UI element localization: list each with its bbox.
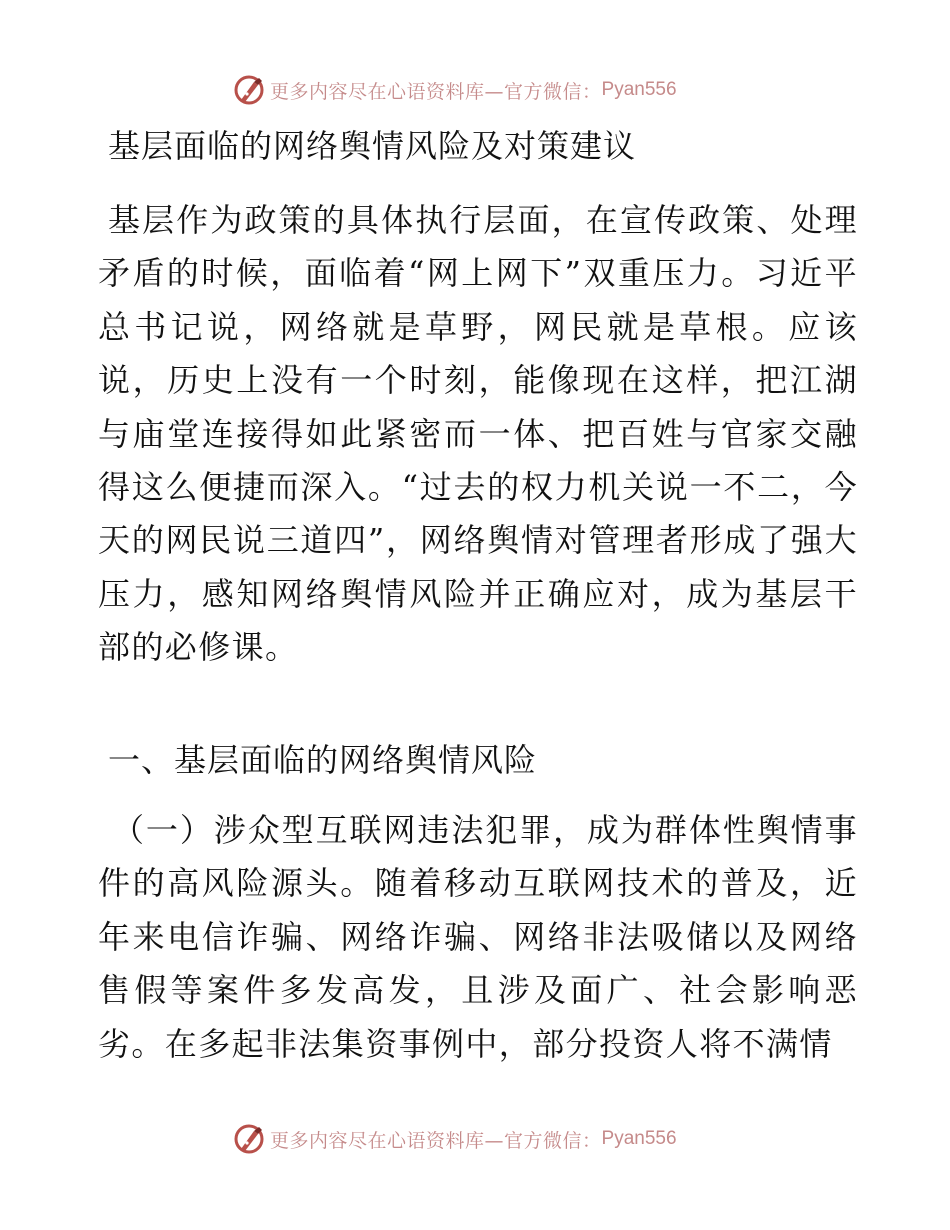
watermark-banner-top	[232, 72, 752, 108]
watermark-banner-bottom	[232, 1121, 752, 1157]
section-heading: 一、基层面临的网络舆情风险	[108, 741, 538, 779]
watermark-text: 更多内容尽在心语资料库—官方微信：	[270, 1129, 602, 1152]
pen-nib-circle-icon	[232, 73, 266, 107]
body-paragraph-section-1: （一）涉众型互联网违法犯罪，成为群体性舆情事件的高风险源头。随着移动互联网技术的普及，近年来电信诈骗、网络诈骗、网络非法吸储以及网络售假等案件多发高发，且涉及面广、社会影响恶劣。在多起非法集资事例中，部分投资人将不满情	[98, 811, 858, 1063]
watermark-wechat-id: Pyan556	[601, 79, 677, 100]
watermark-text: 更多内容尽在心语资料库—官方微信：	[270, 80, 602, 103]
body-paragraph-intro: 基层作为政策的具体执行层面，在宣传政策、处理矛盾的时候，面临着“网上网下”双重压力。习近平总书记说，网络就是草野，网民就是草根。应该说，历史上没有一个时刻，能像现在这样，把江湖与庙堂连接得如此紧密而一体、把百姓与官家交融得这么便捷而深入。“过去的权力机关说一不二，今天的网民说三道四”，网络舆情对管理者形成了强大压力，感知网络舆情风险并正确应对，成为基层干部的必修课。	[98, 201, 858, 667]
pen-nib-circle-icon	[232, 1122, 266, 1156]
watermark-wechat-id: Pyan556	[601, 1128, 677, 1149]
document-title: 基层面临的网络舆情风险及对策建议	[108, 127, 637, 165]
